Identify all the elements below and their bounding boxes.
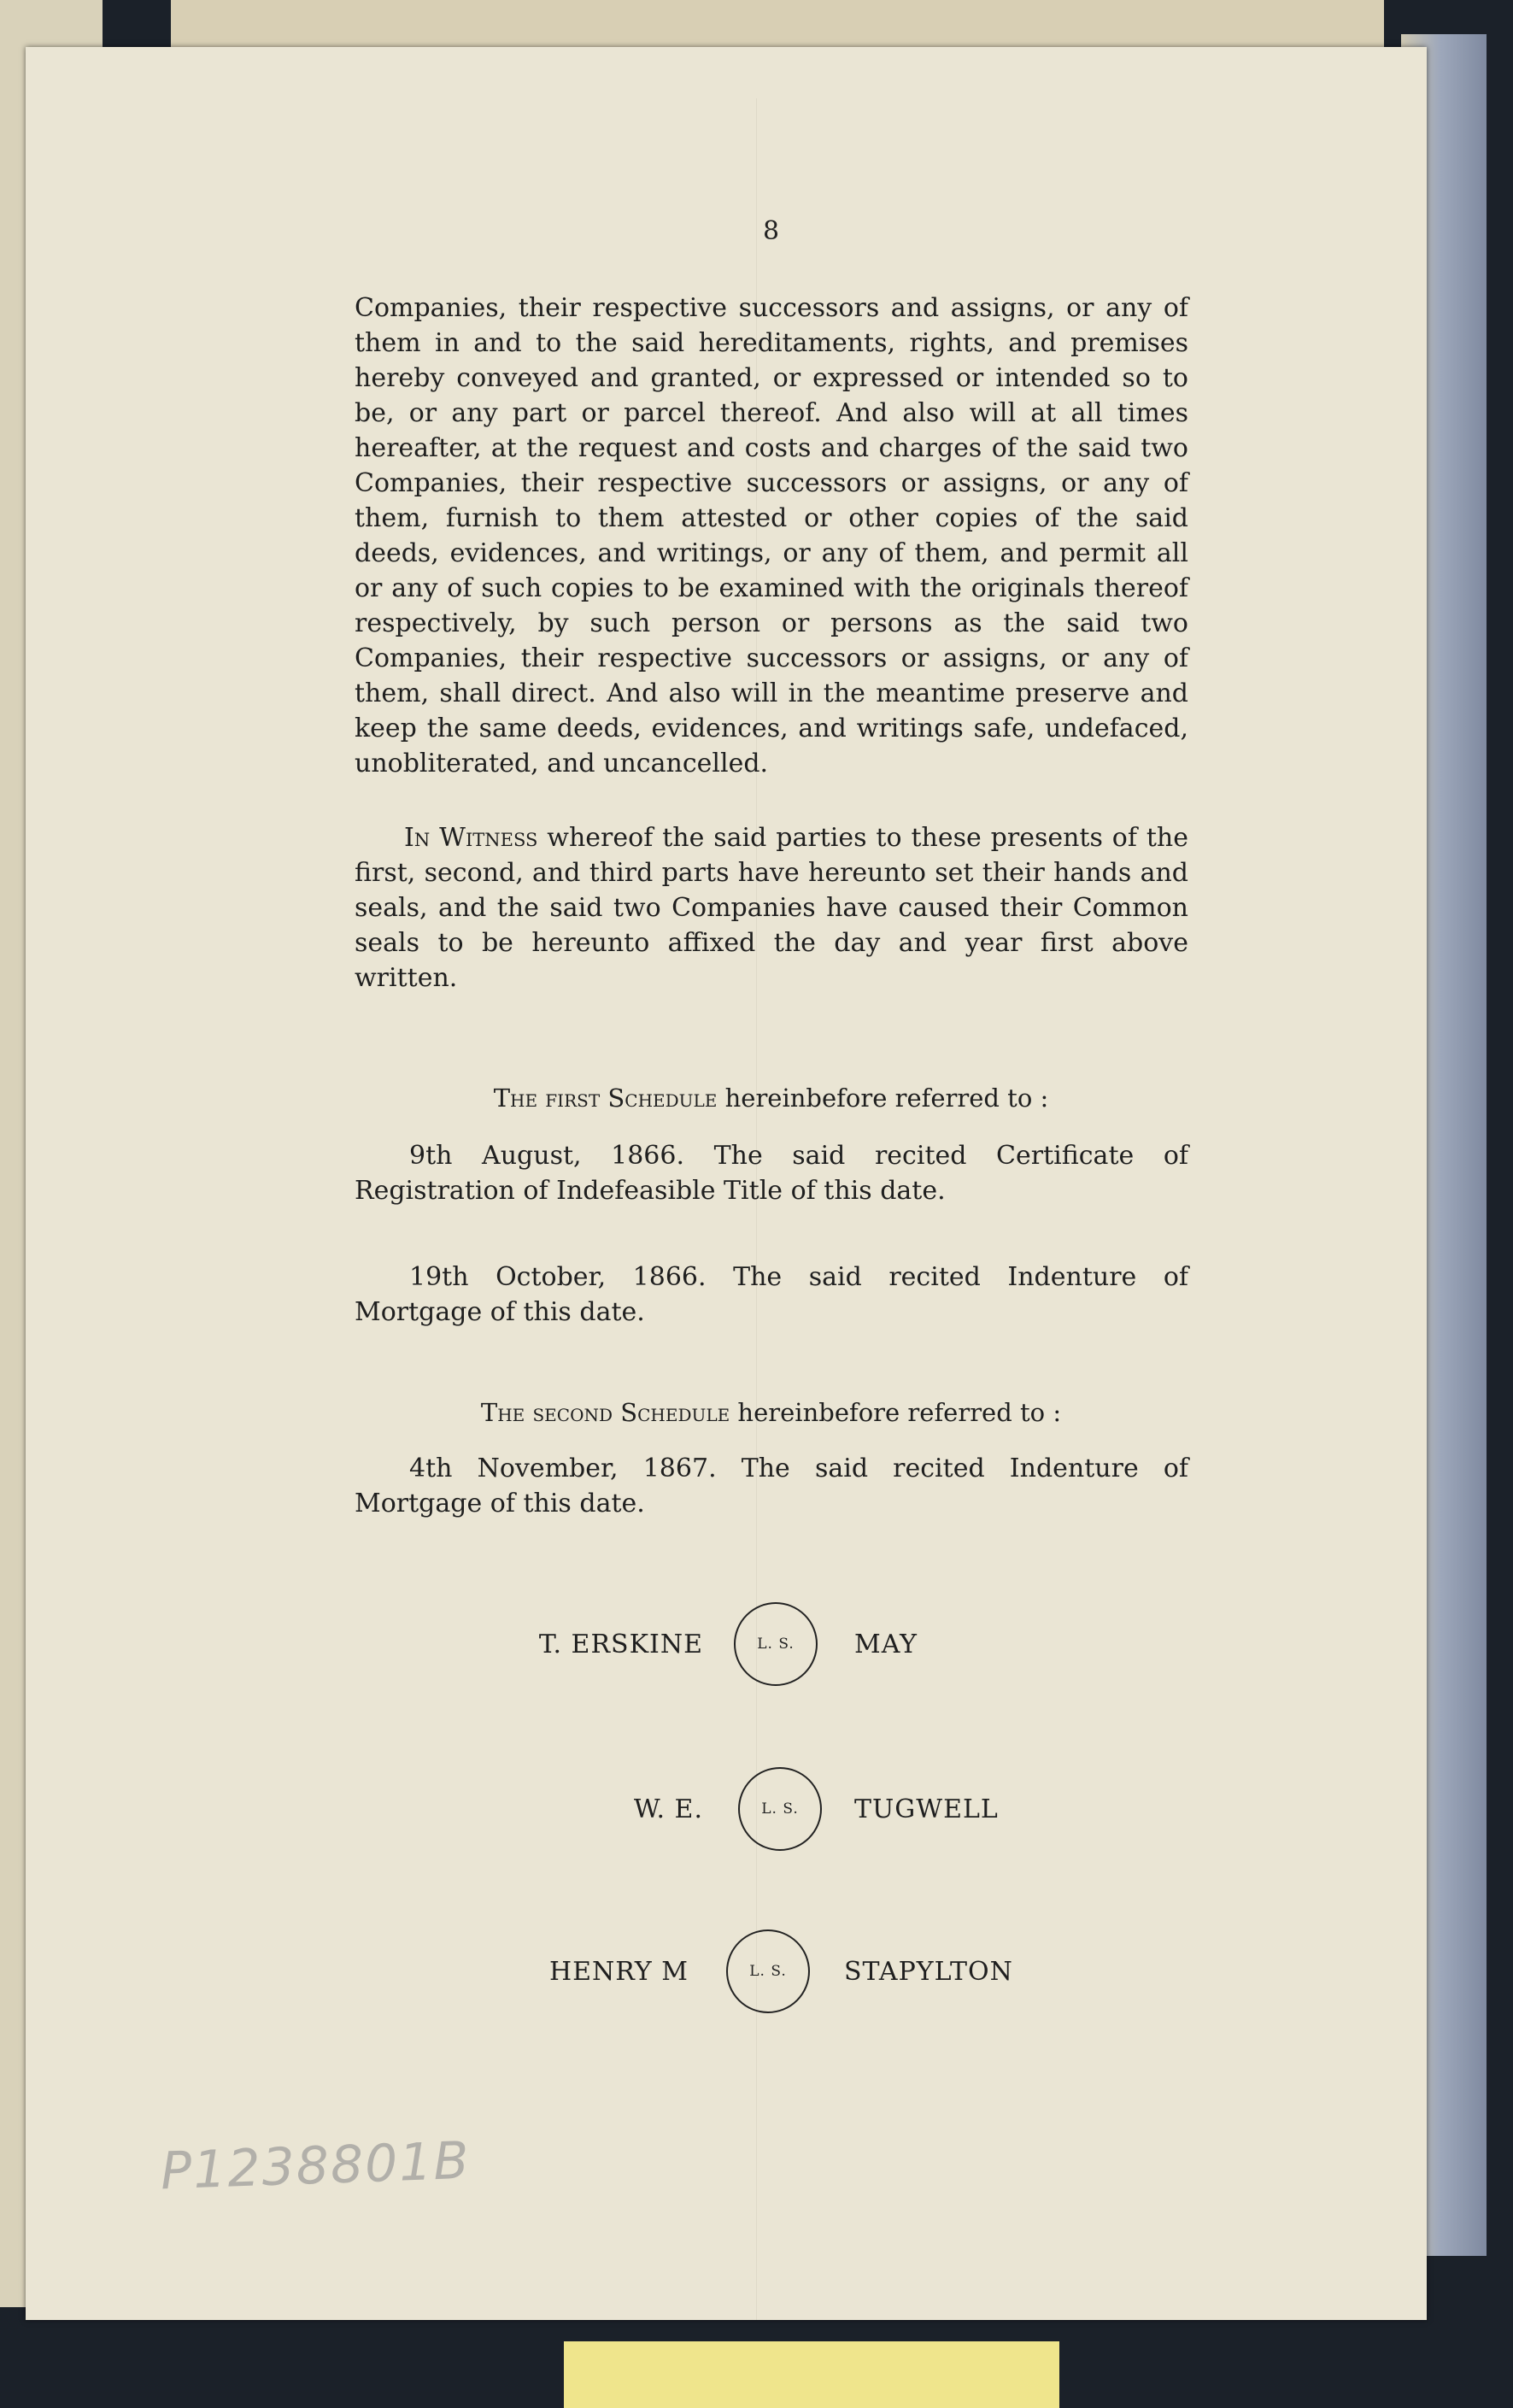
first-schedule-entry-1: 9th August, 1866. The said recited Certificate of Registration of Indefeasible Title of this date. [355,1141,1188,1206]
page-number: 8 [762,216,780,246]
body-paragraph: Companies, their respective successors and assigns, or any of them in and to the said hereditaments, rights, and premises hereby conveyed and granted, or expressed or intended so to be, or any part or parcel thereof. And also will at all times hereafter, at the request and costs and charges of the said two Companies, their respective successors or assigns, or any of them, furnish to them attested or other copies of the said deeds, evidences, and writings, or any of them, and permit all or any of such copies to be examined with the originals thereof respectively, by such person or persons as the said two Companies, their respective successors or assigns, or any of them, shall direct. And also will in the meantime preserve and keep the same deeds, evidences, and writings safe, undefaced, unobliterated, and uncancelled. [355,293,1188,778]
underlying-page-top [171,0,1384,51]
signatory-surname: MAY [854,1630,918,1659]
first-schedule-heading [0,1084,1513,1113]
witness-lead: In Witness [404,823,538,853]
signatory-surname: STAPYLTON [844,1957,1013,1987]
second-schedule-rest: hereinbefore referred to : [730,1398,1062,1427]
signature-row [0,1602,1513,1696]
seal-circle: L. S. [738,1767,822,1851]
first-schedule-entry-2: 19th October, 1866. The said recited Indenture of Mortgage of this date. [355,1262,1188,1327]
yellow-tab [564,2341,1059,2408]
second-schedule-heading [0,1398,1513,1427]
first-schedule-caps: The first Schedule [493,1084,718,1113]
second-schedule-caps: The second Schedule [480,1398,730,1427]
signatory-first-name: W. E. [633,1794,703,1824]
seal-circle: L. S. [726,1929,810,2013]
signature-row [0,1929,1513,2023]
first-schedule-rest: hereinbefore referred to : [717,1084,1049,1113]
signatory-first-name: T. ERSKINE [538,1630,703,1659]
signature-row [0,1767,1513,1861]
witness-rest: whereof the said parties to these presents of the first, second, and third parts have hereunto set their hands and seals, and the said two Companies have caused their Common seals to be hereunto affixed the day and year first above written. [355,823,1188,993]
witness-clause [355,820,1188,996]
signatory-surname: TUGWELL [854,1794,999,1824]
second-schedule-entry-1: 4th November, 1867. The said recited Indenture of Mortgage of this date. [355,1454,1188,1518]
seal-circle: L. S. [734,1602,818,1686]
signatory-first-name: HENRY M [548,1957,689,1987]
archive-stamp: P1238801B [159,2130,472,2202]
